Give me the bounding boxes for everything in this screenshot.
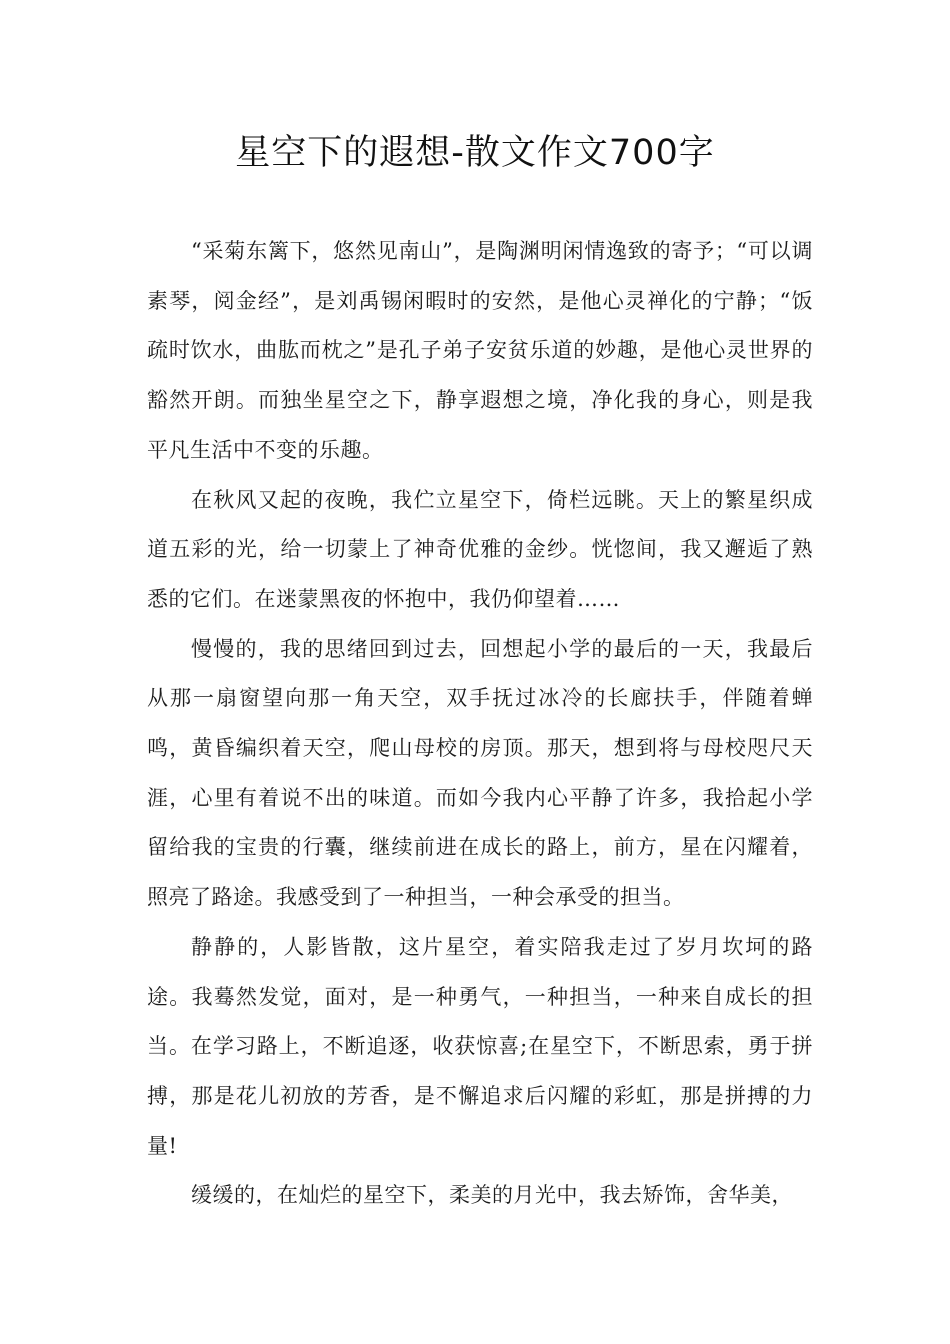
paragraph: 缓缓的，在灿烂的星空下，柔美的月光中，我去矫饰，舍华美， bbox=[191, 1183, 793, 1208]
essay-body bbox=[147, 227, 813, 1221]
paragraph: “采菊东篱下，悠然见南山”，是陶渊明闲情逸致的寄予；“可以调素琴，阅金经”，是刘禹锡闲暇时的安然，是他心灵禅化的宁静；“饭疏时饮水，曲肱而枕之”是孔子弟子安贫乐道的妙趣，是他心灵世界的豁然开朗。而独坐星空之下，静享遐想之境，净化我的身心，则是我平凡生活中不变的乐趣。 bbox=[147, 239, 813, 462]
page-title: 星空下的遐想-散文作文700字 bbox=[235, 133, 715, 173]
paragraph: 在秋风又起的夜晚，我伫立星空下，倚栏远眺。天上的繁星织成道五彩的光，给一切蒙上了神奇优雅的金纱。恍惚间，我又邂逅了熟悉的它们。在迷蒙黑夜的怀抱中，我仍仰望着…… bbox=[147, 487, 813, 611]
paragraph: 慢慢的，我的思绪回到过去，回想起小学的最后的一天，我最后从那一扇窗望向那一角天空，双手抚过冰冷的长廊扶手，伴随着蝉鸣，黄昏编织着天空，爬山母校的房顶。那天，想到将与母校咫尺天涯，心里有着说不出的味道。而如今我内心平静了许多，我拾起小学留给我的宝贵的行囊，继续前进在成长的路上，前方，星在闪耀着，照亮了路途。我感受到了一种担当，一种会承受的担当。 bbox=[147, 636, 813, 910]
paragraph: 静静的，人影皆散，这片星空，着实陪我走过了岁月坎坷的路途。我蓦然发觉，面对，是一种勇气，一种担当，一种来自成长的担当。在学习路上，不断追逐，收获惊喜;在星空下，不断思索，勇于拼搏，那是花儿初放的芳香，是不懈追求后闪耀的彩虹，那是拼搏的力量! bbox=[147, 934, 813, 1158]
